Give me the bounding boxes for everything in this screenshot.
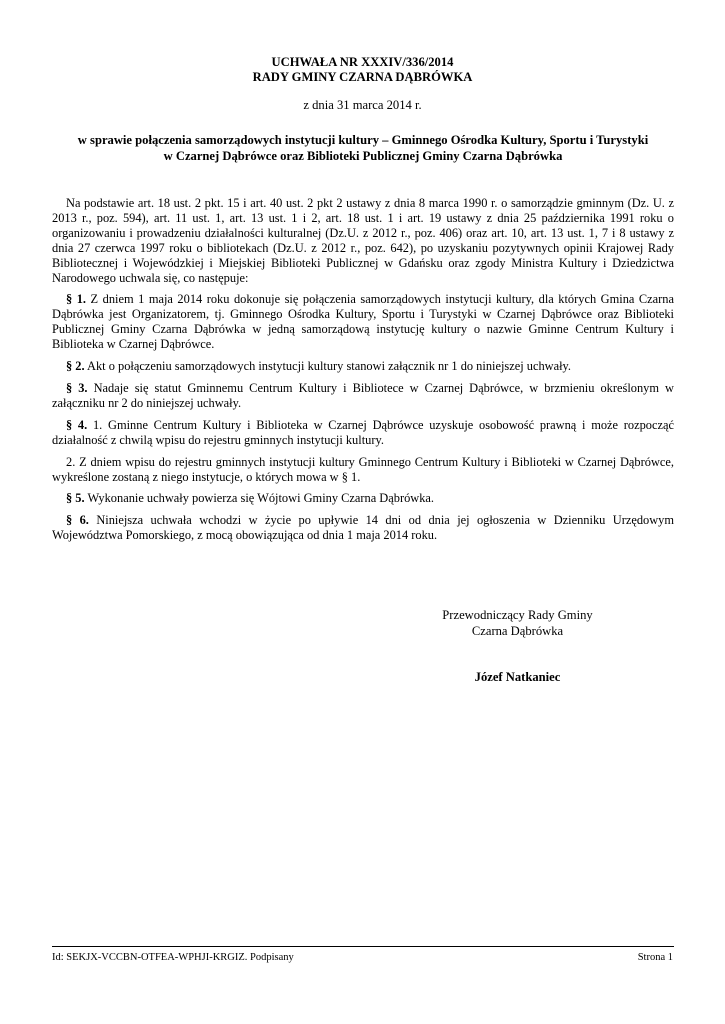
resolution-title: UCHWAŁA NR XXXIV/336/2014	[271, 55, 454, 69]
section-4-text: 1. Gminne Centrum Kultury i Biblioteka w Czarnej Dąbrówce uzyskuje osobowość prawną i może rozpocząć działalność z chwilą wpisu do rejestru gminnych instytucji kultury.	[52, 417, 674, 447]
section-1-label: § 1.	[66, 292, 87, 307]
section-2-text: Akt o połączeniu samorządowych instytucji kultury stanowi załącznik nr 1 do niniejszej uchwały.	[87, 359, 572, 374]
council-name: RADY GMINY CZARNA DĄBRÓWKA	[252, 70, 473, 84]
section-5	[52, 491, 674, 506]
section-6	[52, 513, 674, 543]
section-6-label: § 6.	[66, 513, 89, 528]
section-6-text: Niniejsza uchwała wchodzi w życie po upływie 14 dni od dnia jej ogłoszenia w Dzienniku Urzędowym Województwa Pomorskiego, z mocą obowiązująca od dnia 1 maja 2014 roku.	[52, 513, 674, 543]
signatory-name: Józef Natkaniec	[474, 670, 561, 684]
section-4	[52, 418, 674, 448]
section-2-label: § 2.	[66, 359, 85, 374]
signatory-municipality: Czarna Dąbrówka	[471, 624, 564, 638]
section-1	[52, 292, 674, 352]
section-3-text: Nadaje się statut Gminnemu Centrum Kultury i Bibliotece w Czarnej Dąbrówce, w brzmieniu określonym w załączniku nr 2 do niniejszej uchwały.	[52, 380, 674, 410]
subject-line-2: w Czarnej Dąbrówce oraz Biblioteki Publicznej Gminy Czarna Dąbrówka	[163, 149, 563, 163]
section-1-text: Z dniem 1 maja 2014 roku dokonuje się połączenia samorządowych instytucji kultury, dla których Gmina Czarna Dąbrówka jest Organizatorem, tj. Gminnego Ośrodka Kultury, Sportu i Turystyki w Czarnej Dąbrówce oraz Biblioteki Publicznej Gminy Czarna Dąbrówka w jedną samorządową instytucję kultury o nazwie Gminne Centrum Kultury i Biblioteka w Czarnej Dąbrówce.	[52, 292, 674, 352]
section-5-text: Wykonanie uchwały powierza się Wójtowi Gminy Czarna Dąbrówka.	[87, 491, 435, 506]
resolution-date: z dnia 31 marca 2014 r.	[303, 98, 422, 112]
signatory-role: Przewodniczący Rady Gminy	[442, 608, 593, 622]
section-4-label: § 4.	[66, 417, 88, 432]
preamble: Na podstawie art. 18 ust. 2 pkt. 15 i art. 40 ust. 2 pkt 2 ustawy z dnia 8 marca 1990 r. o samorządzie gminnym (Dz. U. z 2013 r., poz. 594), art. 11 ust. 1, art. 13 ust. 1 i 2, art. 18 ust. 1 i art. 19 ustawy z dnia 25 października 1991 roku o organizowaniu i prowadzeniu działalności kulturalnej (Dz.U. z 2012 r., poz. 406) oraz art. 10, art. 13 ust. 1, 7 i 8 ustawy z dnia 27 czerwca 1997 roku o bibliotekach (Dz.U. z 2012 r., poz. 642), po uzyskaniu pozytywnych opinii Krajowej Rady Bibliotecznej i Wojewódzkiej i Miejskiej Biblioteki Publicznej w Gdańsku oraz zgody Ministra Kultury i Dziedzictwa Narodowego uchwala się, co następuje:	[52, 196, 674, 285]
document-id: Id: SEKJX-VCCBN-OTFEA-WPHJI-KRGIZ. Podpisany	[52, 952, 294, 963]
section-2	[52, 359, 674, 374]
subject-line-1: w sprawie połączenia samorządowych instytucji kultury – Gminnego Ośrodka Kultury, Sportu i Turystyki	[77, 133, 649, 147]
page-number: Strona 1	[637, 952, 673, 963]
section-5-label: § 5.	[66, 491, 85, 506]
section-4-paragraph-2: 2. Z dniem wpisu do rejestru gminnych instytucji kultury Gminnego Centrum Kultury i Biblioteki w Czarnej Dąbrówce, wykreślone zostaną z niego instytucje, o których mowa w § 1.	[52, 454, 674, 484]
footer-divider	[52, 946, 674, 947]
section-3	[52, 381, 674, 411]
resolution-body	[52, 196, 674, 550]
section-3-label: § 3.	[66, 380, 88, 395]
